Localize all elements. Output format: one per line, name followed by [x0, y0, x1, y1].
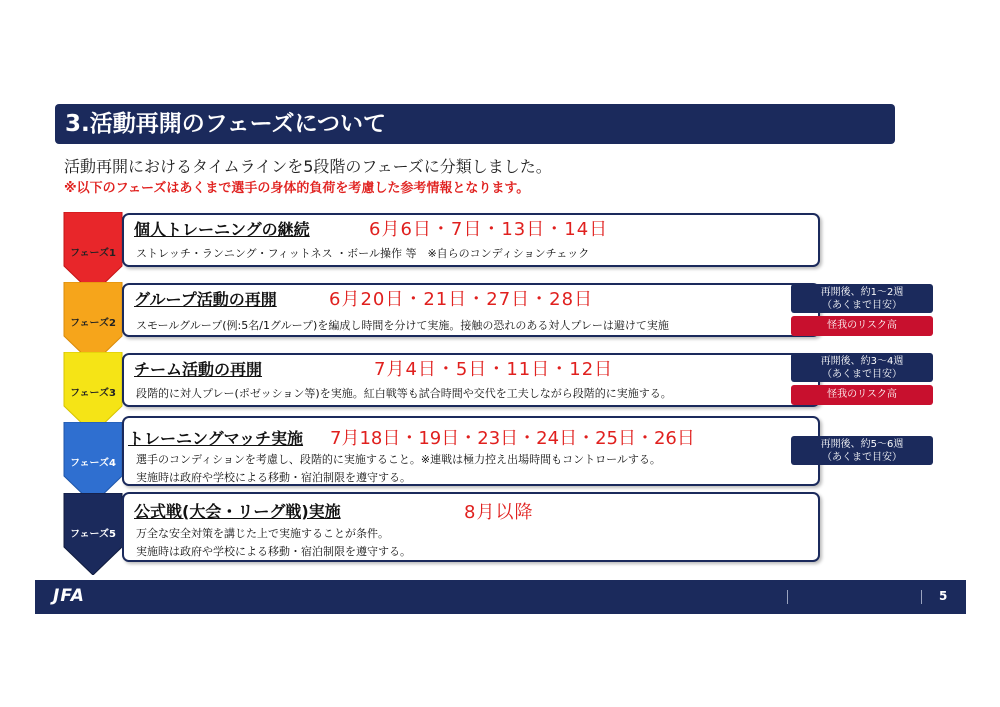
phase-3-title: チーム活動の再開	[134, 360, 263, 379]
phase-1-card	[122, 213, 820, 267]
phase-4-chevron	[62, 422, 124, 504]
intro-text: 活動再開におけるタイムラインを5段階のフェーズに分類しました。	[64, 157, 552, 176]
phase-2-timeline-note	[791, 284, 933, 313]
page-title: 3.活動再開のフェーズについて	[55, 104, 895, 144]
phase-4-title: トレーニングマッチ実施	[128, 429, 304, 448]
phase-4-timeline-line1: 再開後、約5～6週	[820, 439, 904, 450]
phase-5-label: フェーズ5	[70, 529, 116, 540]
phase-3-date: 7月4日・5日・11日・12日	[374, 359, 614, 380]
phase-4-timeline-note	[791, 436, 933, 465]
phase-1-title: 個人トレーニングの継続	[134, 220, 310, 239]
footer-bar	[35, 580, 966, 614]
phase-2-timeline-line1: 再開後、約1～2週	[820, 287, 904, 298]
disclaimer-note: ※以下のフェーズはあくまで選手の身体的負荷を考慮した参考情報となります。	[64, 181, 530, 196]
phase-5-title: 公式戦(大会・リーグ戦)実施	[134, 502, 341, 521]
phase-5-desc-2: 実施時は政府や学校による移動・宿泊制限を遵守する。	[136, 545, 411, 558]
footer-divider	[787, 590, 788, 604]
phase-4-card	[122, 416, 820, 486]
page-number: 5	[939, 589, 948, 603]
phase-3-timeline-line1: 再開後、約3～4週	[820, 356, 904, 367]
phase-1-label: フェーズ1	[70, 248, 116, 259]
phase-3-label: フェーズ3	[70, 388, 116, 399]
phase-4-desc-1: 選手のコンディションを考慮し、段階的に実施すること。※連戦は極力控え出場時間もコントロールする。	[136, 453, 661, 466]
phase-5-card	[122, 492, 820, 562]
footer-divider	[921, 590, 922, 604]
phase-5-desc-1: 万全な安全対策を講じた上で実施することが条件。	[136, 527, 389, 540]
phase-1-date: 6月6日・7日・13日・14日	[369, 219, 609, 240]
phase-2-desc: スモールグループ(例:5名/1グループ)を編成し時間を分けて実施。接触の恐れのある対人プレーは避けて実施	[136, 319, 669, 332]
phase-4-timeline-line2: （あくまで目安）	[822, 452, 902, 463]
phase-5-chevron	[62, 493, 124, 575]
phase-2-label: フェーズ2	[70, 318, 116, 329]
phase-2-risk-badge: 怪我のリスク高	[791, 316, 933, 336]
phase-4-label: フェーズ4	[70, 458, 116, 469]
jfa-logo: JFA	[53, 586, 85, 606]
phase-2-date: 6月20日・21日・27日・28日	[329, 289, 594, 310]
phase-3-card	[122, 353, 820, 407]
phase-3-desc: 段階的に対人プレー(ポゼッション等)を実施。紅白戦等も試合時間や交代を工夫しながら段階的に実施する。	[136, 387, 672, 400]
phase-3-timeline-note	[791, 353, 933, 382]
phase-3-timeline-line2: （あくまで目安）	[822, 369, 902, 380]
phase-4-date: 7月18日・19日・23日・24日・25日・26日	[330, 428, 695, 449]
phase-5-date: 8月以降	[464, 502, 534, 523]
phase-2-card	[122, 283, 820, 337]
phase-2-title: グループ活動の再開	[134, 290, 277, 309]
phase-4-desc-2: 実施時は政府や学校による移動・宿泊制限を遵守する。	[136, 471, 411, 484]
phase-2-timeline-line2: （あくまで目安）	[822, 300, 902, 311]
phase-1-desc: ストレッチ・ランニング・フィットネス ・ボール操作 等 ※自らのコンディションチェック	[136, 247, 590, 260]
phase-3-risk-badge: 怪我のリスク高	[791, 385, 933, 405]
